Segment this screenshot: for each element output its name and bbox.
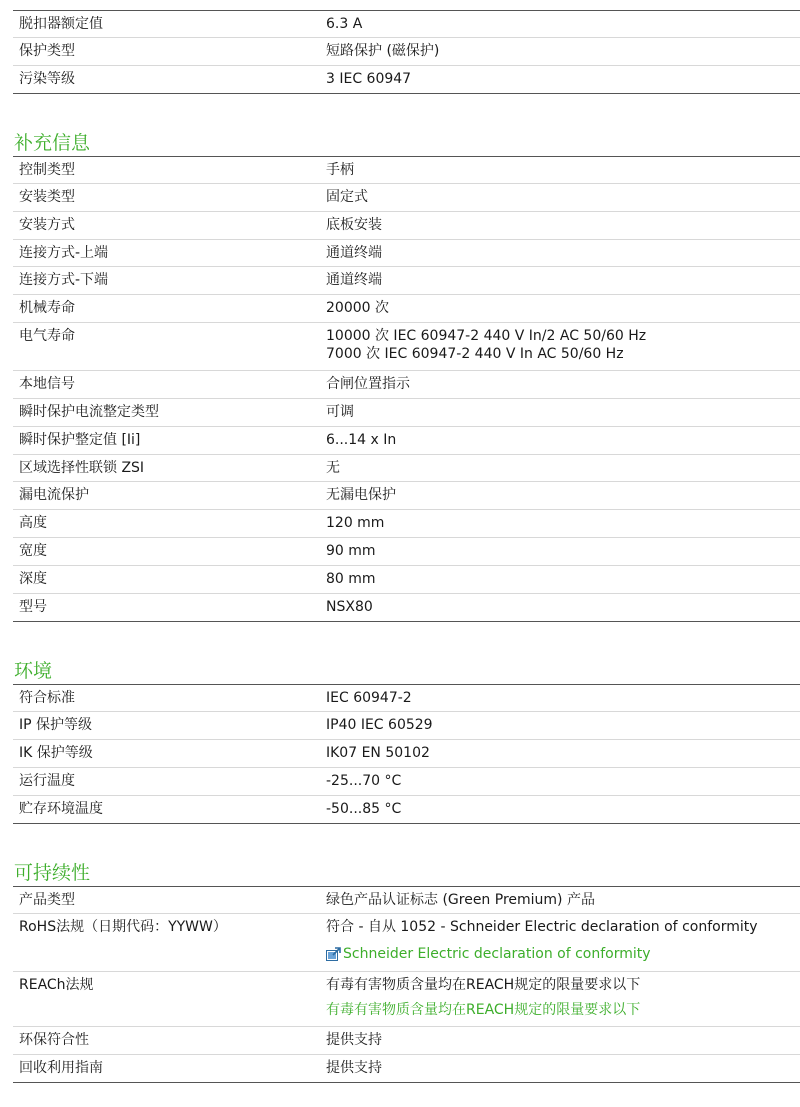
spec-value: 通道终端 [326,272,382,288]
spec-label: 连接方式-下端 [13,267,322,295]
spec-value: 20000 次 [326,300,389,316]
table-row [13,972,800,1027]
table-row [13,1027,800,1055]
table-row [13,768,800,796]
table-row [13,685,800,712]
spec-value-cell [322,240,800,267]
spec-value: 90 mm [326,543,376,559]
spec-value: 无 [326,460,340,476]
table-row [13,323,800,371]
table-row [13,887,800,914]
spec-label: 产品类型 [13,887,322,914]
table-row [13,914,800,972]
spec-value: 底板安装 [326,217,382,233]
spec-label: 本地信号 [13,371,322,399]
spec-value: 6...14 x In [326,432,397,448]
top-spec-table [13,10,800,94]
table-row [13,1055,800,1083]
rohs-value: 符合 - 自从 1052 - Schneider Electric declaration of conformity [326,919,758,935]
spec-value-cell [322,482,800,510]
spec-value-cell [322,594,800,622]
spec-value: 提供支持 [322,1027,800,1055]
spec-value-cell [322,538,800,566]
spec-label: RoHS法规（日期代码：YYWW） [13,914,322,972]
spec-label: 高度 [13,510,322,538]
table-row [13,427,800,455]
table-row [13,11,800,38]
spec-value-line2: 7000 次 IEC 60947-2 440 V In AC 50/60 Hz [326,346,624,362]
spec-value: 短路保护 (磁保护) [322,38,800,66]
spec-label: 贮存环境温度 [13,796,322,824]
spec-value: IEC 60947-2 [326,690,412,706]
declaration-link[interactable] [326,945,796,963]
spec-value-cell [322,323,800,371]
supplementary-table [13,156,800,622]
spec-value: -50...85 °C [326,801,402,817]
table-row [13,240,800,267]
spec-value-cell [322,510,800,538]
spec-value-cell [322,371,800,399]
table-row [13,267,800,295]
spec-value: 80 mm [326,571,376,587]
table-row [13,157,800,184]
reach-value: 有毒有害物质含量均在REACH规定的限量要求以下 [326,977,641,993]
spec-label: 瞬时保护整定值 [Ii] [13,427,322,455]
table-row [13,399,800,427]
spec-label: 深度 [13,566,322,594]
spec-value-cell [322,295,800,323]
spec-value: -25...70 °C [326,773,402,789]
spec-label: 回收利用指南 [13,1055,322,1083]
spec-value-cell [322,796,800,824]
spec-label: 污染等级 [13,66,322,94]
spec-label: 区域选择性联锁 ZSI [13,455,322,482]
section-title-environment: 环境 [14,660,53,682]
spec-label: 保护类型 [13,38,322,66]
spec-label: 连接方式-上端 [13,240,322,267]
spec-label: 脱扣器额定值 [13,11,322,38]
section-title-sustainability: 可持续性 [14,862,91,884]
spec-value: 120 mm [326,515,385,531]
table-row [13,594,800,622]
spec-label: 电气寿命 [13,323,322,371]
table-row [13,184,800,212]
spec-value: 合闸位置指示 [326,376,410,392]
spec-value-cell [322,566,800,594]
spec-value: 6.3 A [322,11,800,38]
spec-value-cell [322,455,800,482]
spec-label: 控制类型 [13,157,322,184]
spec-label: 符合标准 [13,685,322,712]
spec-value: 绿色产品认证标志 (Green Premium) 产品 [322,887,800,914]
declaration-link-text[interactable]: Schneider Electric declaration of conformity [343,946,651,962]
external-link-icon [326,947,342,961]
spec-value: 无漏电保护 [326,487,396,503]
table-row [13,482,800,510]
product-datasheet [13,0,800,1083]
spec-value-cell [322,768,800,796]
spec-label: 型号 [13,594,322,622]
table-row [13,295,800,323]
spec-label: 运行温度 [13,768,322,796]
table-row [13,510,800,538]
spec-value: 通道终端 [326,245,382,261]
table-row [13,371,800,399]
spec-label: 环保符合性 [13,1027,322,1055]
spec-value: IP40 IEC 60529 [326,717,433,733]
spec-value: 3 IEC 60947 [322,66,800,94]
spec-label: IK 保护等级 [13,740,322,768]
table-row [13,712,800,740]
table-row [13,538,800,566]
spec-value: 手柄 [326,162,354,178]
spec-label: IP 保护等级 [13,712,322,740]
spec-value: 可调 [326,404,354,420]
spec-value-cell [322,212,800,240]
spec-label: 瞬时保护电流整定类型 [13,399,322,427]
spec-value-cell [322,399,800,427]
spec-label: REACh法规 [13,972,322,1027]
reach-link[interactable]: 有毒有害物质含量均在REACH规定的限量要求以下 [326,1002,641,1018]
spec-value: NSX80 [326,599,373,615]
spec-value-cell [322,740,800,768]
spec-value: 提供支持 [322,1055,800,1083]
spec-value-cell [322,972,800,1027]
environment-table [13,684,800,824]
spec-label: 宽度 [13,538,322,566]
spec-value-cell [322,267,800,295]
spec-value: IK07 EN 50102 [326,745,430,761]
spec-value-cell [322,157,800,184]
spec-value-cell [322,914,800,972]
spec-value-cell [322,685,800,712]
spec-label: 安装类型 [13,184,322,212]
spec-value-cell [322,712,800,740]
table-row [13,66,800,94]
spec-value: 10000 次 IEC 60947-2 440 V In/2 AC 50/60 Hz [326,328,647,344]
sustainability-table [13,886,800,1083]
table-row [13,796,800,824]
spec-label: 漏电流保护 [13,482,322,510]
spec-label: 安装方式 [13,212,322,240]
table-row [13,455,800,482]
table-row [13,212,800,240]
spec-value-cell [322,184,800,212]
section-title-supplementary: 补充信息 [14,132,91,154]
spec-value: 固定式 [326,189,368,205]
table-row [13,38,800,66]
table-row [13,566,800,594]
spec-value-cell [322,427,800,455]
table-row [13,740,800,768]
spec-label: 机械寿命 [13,295,322,323]
